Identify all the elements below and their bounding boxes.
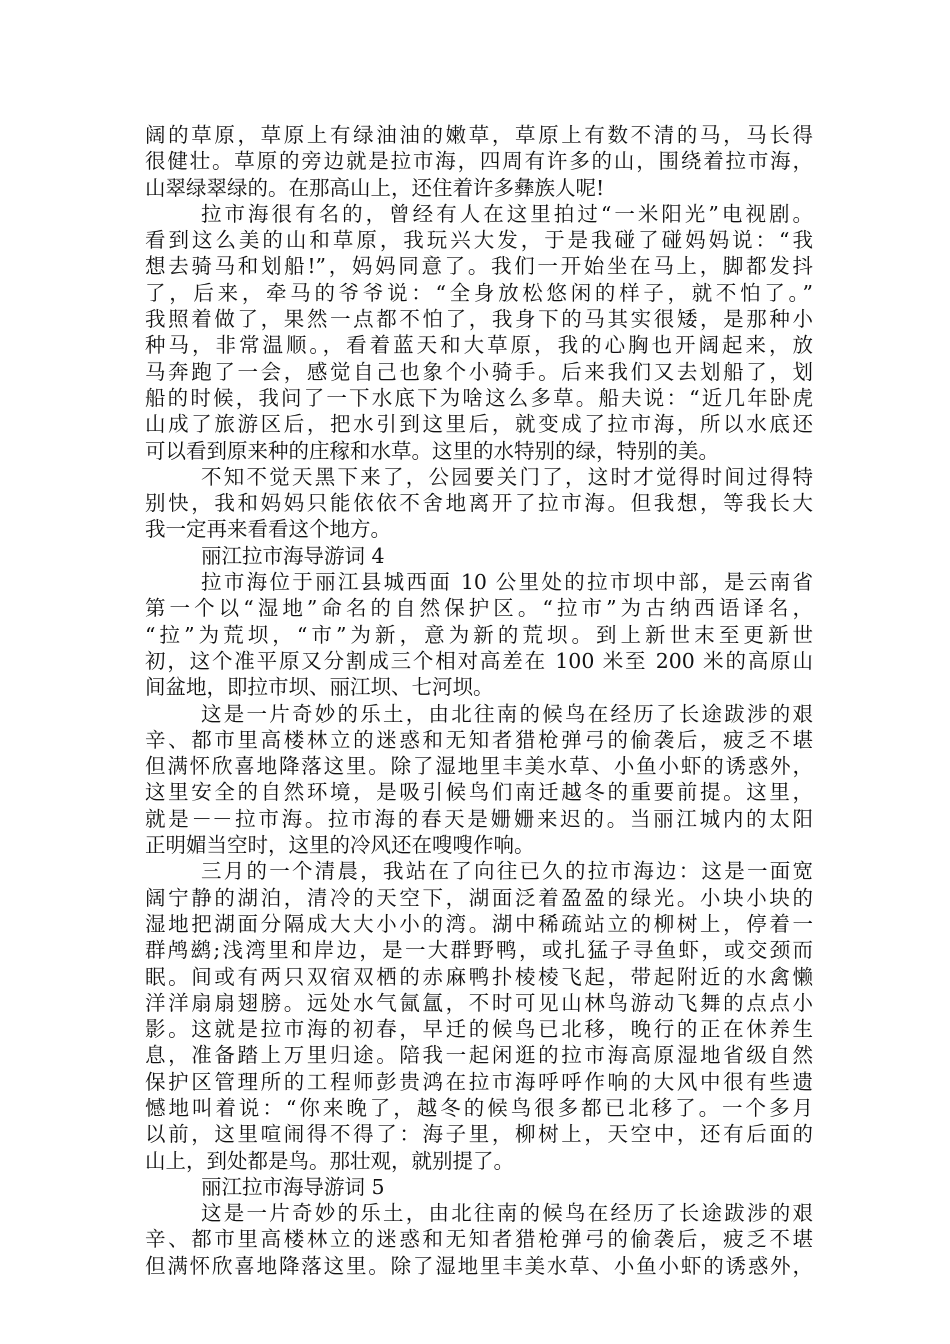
text-line: 拉市海很有名的，曾经有人在这里拍过“一米阳光”电视剧。	[201, 201, 813, 226]
text-line: 就是－－拉市海。拉市海的春天是姗姗来迟的。当丽江城内的太阳	[145, 806, 813, 831]
text-line: 第一个以“湿地”命名的自然保护区。“拉市”为古纳西语译名，	[145, 596, 813, 621]
text-line: 但满怀欣喜地降落这里。除了湿地里丰美水草、小鱼小虾的诱惑外，	[145, 1253, 813, 1278]
text-line: 马奔跑了一会，感觉自己也象个小骑手。后来我们又去划船了，划	[145, 359, 813, 384]
text-line: 三月的一个清晨，我站在了向往已久的拉市海边：这是一面宽	[201, 859, 813, 884]
text-line: 影。这就是拉市海的初春，早迁的候鸟已北移，晚行的正在休养生	[145, 1017, 813, 1042]
text-line: 辛、都市里高楼林立的迷惑和无知者猎枪弹弓的偷袭后，疲乏不堪	[145, 727, 813, 752]
text-line: 种马，非常温顺。，看着蓝天和大草原，我的心胸也开阔起来，放	[145, 333, 813, 358]
text-line: 阔宁静的湖泊，清冷的天空下，湖面泛着盈盈的绿光。小块小块的	[145, 885, 813, 910]
text-line: 群鸬鹚;浅湾里和岸边，是一大群野鸭，或扎猛子寻鱼虾，或交颈而	[145, 938, 813, 963]
text-line: 可以看到原来种的庄稼和水草。这里的水特别的绿，特别的美。	[145, 438, 719, 463]
text-line: 湿地把湖面分隔成大大小小的湾。湖中稀疏站立的柳树上，停着一	[145, 911, 813, 936]
text-line: 眠。间或有两只双宿双栖的赤麻鸭扑棱棱飞起，带起附近的水禽懒	[145, 964, 813, 989]
text-line: 这是一片奇妙的乐土，由北往南的候鸟在经历了长途跋涉的艰	[201, 1201, 813, 1226]
text-line: 山成了旅游区后，把水引到这里后，就变成了拉市海，所以水底还	[145, 412, 813, 437]
text-line: 我一定再来看看这个地方。	[145, 517, 391, 542]
text-line: 正明媚当空时，这里的冷风还在嗖嗖作响。	[145, 833, 535, 858]
text-line: 间盆地，即拉市坝、丽江坝、七河坝。	[145, 675, 494, 700]
text-line: 看到这么美的山和草原，我玩兴大发，于是我碰了碰妈妈说：“我	[145, 228, 813, 253]
text-line: 阔的草原，草原上有绿油油的嫩草，草原上有数不清的马，马长得	[145, 123, 813, 147]
text-line: 拉市海位于丽江县城西面 10 公里处的拉市坝中部，是云南省	[201, 570, 813, 595]
text-line: 了，后来，牵马的爷爷说：“全身放松悠闲的样子，就不怕了。”	[145, 280, 813, 305]
section-heading: 丽江拉市海导游词 5	[201, 1174, 385, 1199]
document-page	[145, 122, 813, 1279]
text-line: 别快，我和妈妈只能依依不舍地离开了拉市海。但我想，等我长大	[145, 491, 813, 516]
text-line: 这是一片奇妙的乐土，由北往南的候鸟在经历了长途跋涉的艰	[201, 701, 813, 726]
text-line: 想去骑马和划船!”，妈妈同意了。我们一开始坐在马上，脚都发抖	[145, 254, 813, 279]
text-line: 山翠绿翠绿的。在那高山上，还住着许多彝族人呢!	[145, 175, 605, 200]
text-line: “拉”为荒坝，“市”为新，意为新的荒坝。到上新世末至更新世	[145, 622, 813, 647]
section-heading: 丽江拉市海导游词 4	[201, 543, 385, 568]
text-line: 不知不觉天黑下来了，公园要关门了，这时才觉得时间过得特	[201, 464, 813, 489]
text-line: 很健壮。草原的旁边就是拉市海，四周有许多的山，围绕着拉市海，	[145, 149, 813, 174]
text-line: 以前，这里喧闹得不得了：海子里，柳树上，天空中，还有后面的	[145, 1122, 813, 1147]
text-line: 憾地叫着说：“你来晚了，越冬的候鸟很多都已北移了。一个多月	[145, 1095, 813, 1120]
text-line: 保护区管理所的工程师彭贵鸿在拉市海呼呼作响的大风中很有些遗	[145, 1069, 813, 1094]
text-line: 初，这个准平原又分割成三个相对高差在 100 米至 200 米的高原山	[145, 648, 813, 673]
text-line: 山上，到处都是鸟。那壮观，就别提了。	[145, 1148, 514, 1173]
text-line: 洋洋扇扇翅膀。远处水气氤氲，不时可见山林鸟游动飞舞的点点小	[145, 990, 813, 1015]
text-line: 辛、都市里高楼林立的迷惑和无知者猎枪弹弓的偷袭后，疲乏不堪	[145, 1227, 813, 1252]
text-line: 我照着做了，果然一点都不怕了，我身下的马其实很矮，是那种小	[145, 307, 813, 332]
text-line: 但满怀欣喜地降落这里。除了湿地里丰美水草、小鱼小虾的诱惑外，	[145, 754, 813, 779]
text-line: 息，准备踏上万里归途。陪我一起闲逛的拉市海高原湿地省级自然	[145, 1043, 813, 1068]
text-line: 船的时候，我问了一下水底下为啥这么多草。船夫说：“近几年卧虎	[145, 385, 813, 410]
text-line: 这里安全的自然环境，是吸引候鸟们南迁越冬的重要前提。这里，	[145, 780, 813, 805]
